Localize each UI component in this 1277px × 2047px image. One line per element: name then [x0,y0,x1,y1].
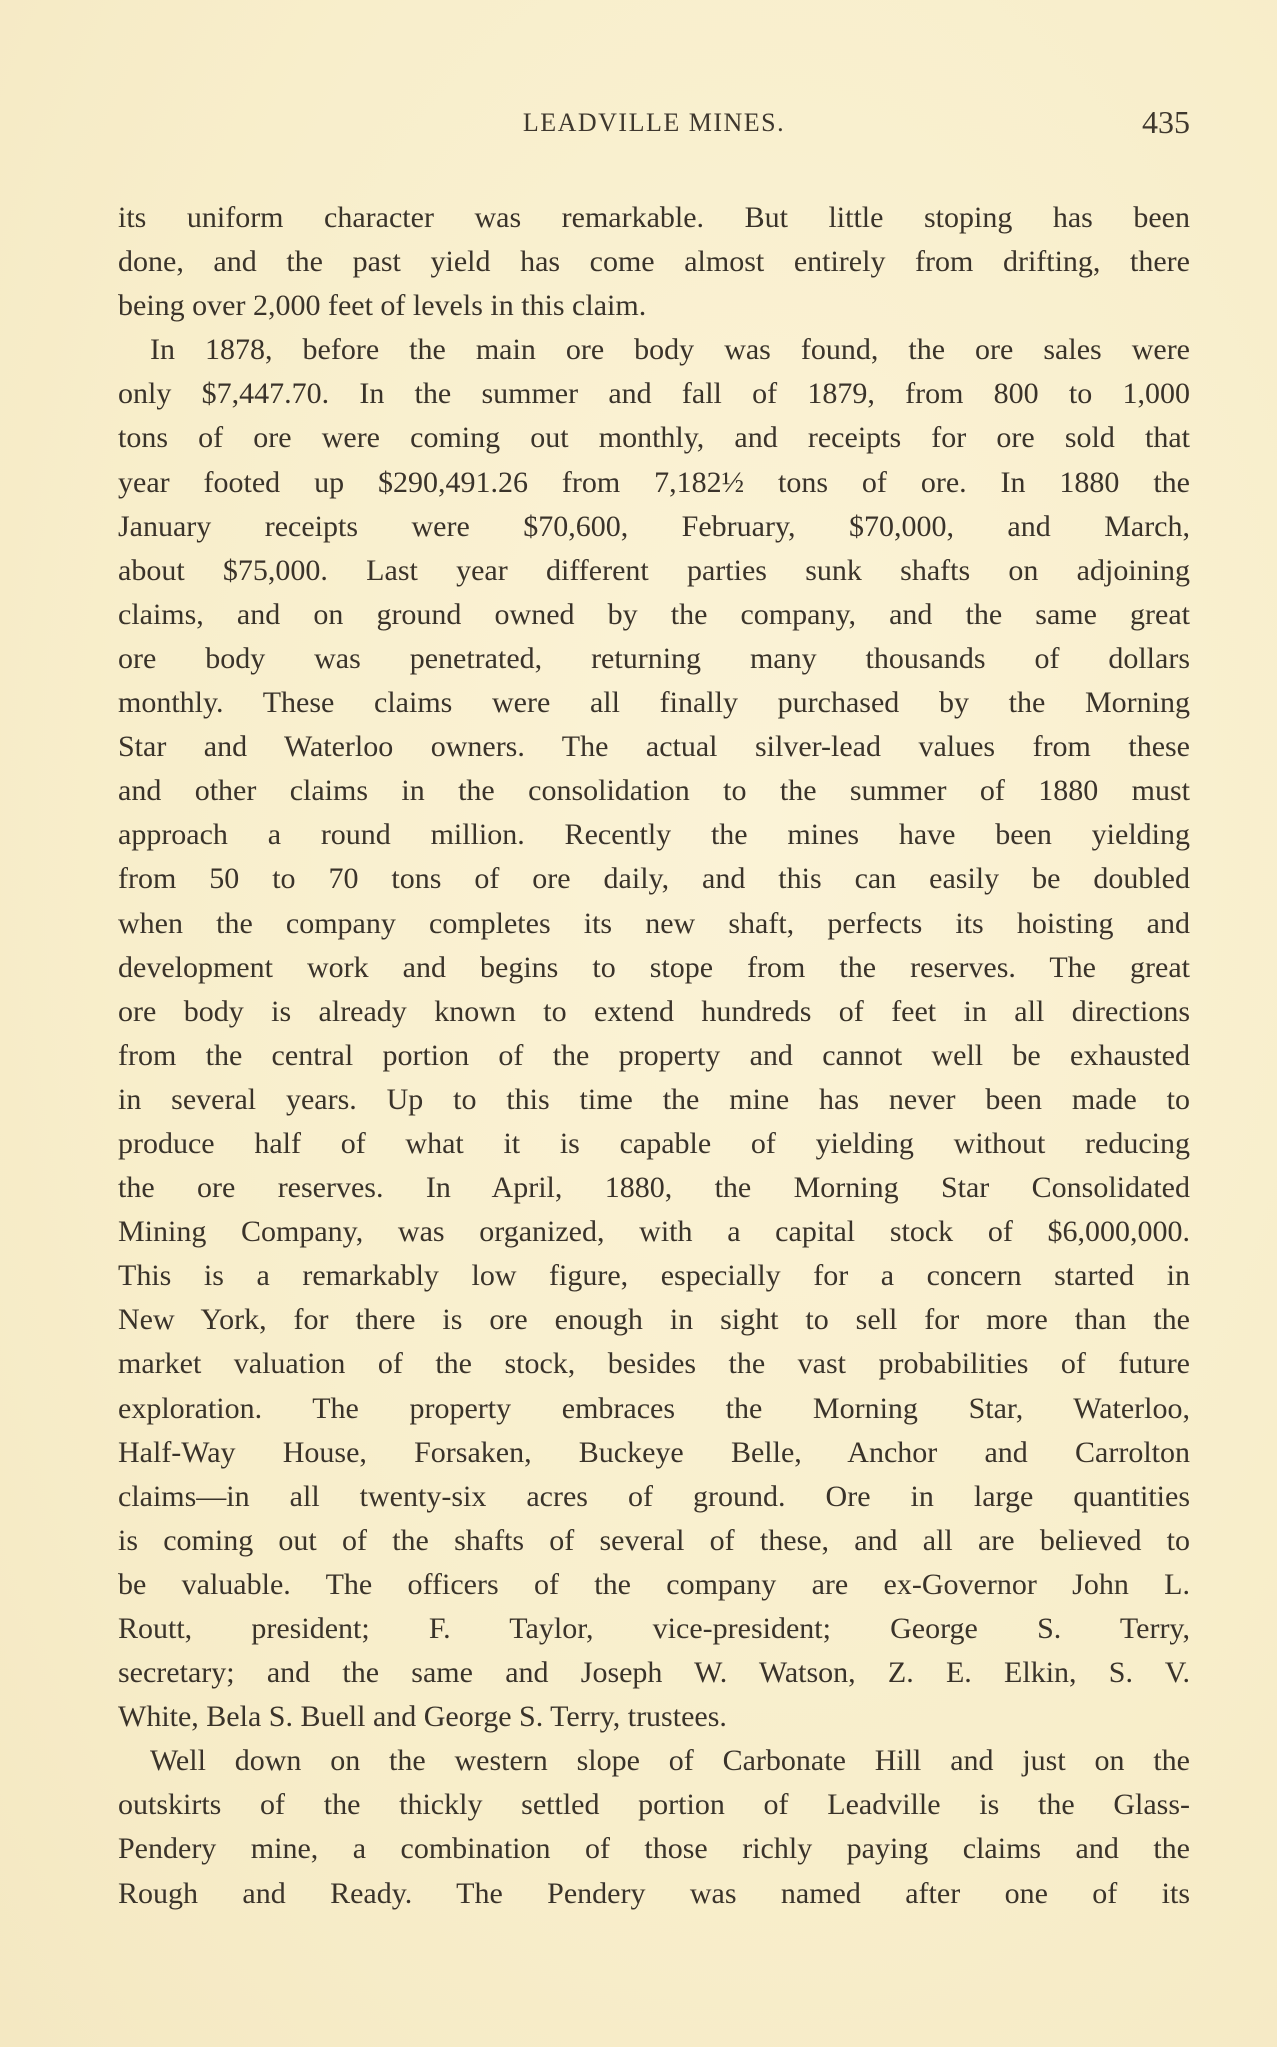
text-line: Well down on the western slope of Carbonate Hill and just on the [150,1744,1190,1778]
running-head [118,104,1190,144]
text-line: secretary; and the same and Joseph W. Watson, Z. E. Elkin, S. V. [118,1656,1190,1690]
text-line: from 50 to 70 tons of ore daily, and this can easily be doubled [118,862,1190,896]
text-line: monthly. These claims were all finally purchased by the Morning [118,686,1190,720]
text-line: January receipts were $70,600, February, $70,000, and March, [118,509,1190,543]
paragraph [118,196,1190,328]
paragraph [118,1739,1190,1915]
text-line: development work and begins to stope from the reserves. The great [118,950,1190,984]
text-line: This is a remarkably low figure, especially for a concern started in [118,1259,1190,1293]
text-line: exploration. The property embraces the Morning Star, Waterloo, [118,1391,1190,1425]
text-line: Routt, president; F. Taylor, vice-president; George S. Terry, [118,1612,1190,1645]
paragraph [118,328,1190,1739]
text-line: approach a round million. Recently the mines have been yielding [118,818,1190,852]
text-line: only $7,447.70. In the summer and fall of 1879, from 800 to 1,000 [118,377,1190,411]
text-line: claims, and on ground owned by the company, and the same great [118,597,1190,631]
text-line: year footed up $290,491.26 from 7,182½ tons of ore. In 1880 the [118,465,1190,499]
text-line: Star and Waterloo owners. The actual silver-lead values from these [118,730,1190,764]
text-line: tons of ore were coming out monthly, and receipts for ore sold that [118,421,1190,455]
text-line: its uniform character was remarkable. But little stoping has been [118,201,1190,234]
text-line: New York, for there is ore enough in sight to sell for more than the [118,1303,1190,1337]
text-line: done, and the past yield has come almost entirely from drifting, there [118,245,1190,279]
text-line: the ore reserves. In April, 1880, the Morning Star Consolidated [118,1171,1190,1205]
text-line: In 1878, before the main ore body was found, the ore sales were [150,333,1190,367]
text-line: about $75,000. Last year different parties sunk shafts on adjoining [118,553,1190,587]
text-line: when the company completes its new shaft, perfects its hoisting and [118,906,1190,940]
text-line: in several years. Up to this time the mine has never been made to [118,1082,1190,1116]
text-line: from the central portion of the property and cannot well be exhausted [118,1038,1190,1072]
body-text [118,196,1190,1916]
text-line: and other claims in the consolidation to the summer of 1880 must [118,774,1190,808]
text-line: Rough and Ready. The Pendery was named after one of its [118,1876,1190,1910]
text-line: White, Bela S. Buell and George S. Terry, trustees. [118,1700,727,1734]
text-line: is coming out of the shafts of several of these, and all are believed to [118,1523,1190,1557]
text-line: Pendery mine, a combination of those richly paying claims and the [118,1832,1190,1866]
running-title: LEADVILLE MINES. [522,108,786,137]
text-line: ore body was penetrated, returning many thousands of dollars [118,641,1190,675]
text-line: claims—in all twenty-six acres of ground. Ore in large quantities [118,1479,1190,1513]
text-line: being over 2,000 feet of levels in this claim. [118,289,647,323]
text-line: ore body is already known to extend hundreds of feet in all directions [118,994,1190,1028]
text-line: be valuable. The officers of the company are ex-Governor John L. [118,1567,1190,1601]
text-line: market valuation of the stock, besides the vast probabilities of future [118,1347,1190,1381]
text-line: outskirts of the thickly settled portion of Leadville is the Glass- [118,1788,1190,1822]
text-line: Half-Way House, Forsaken, Buckeye Belle, Anchor and Carrolton [118,1435,1190,1469]
text-line: Mining Company, was organized, with a capital stock of $6,000,000. [118,1215,1190,1249]
text-line: produce half of what it is capable of yielding without reducing [118,1126,1190,1160]
page-number: 435 [1142,104,1190,140]
